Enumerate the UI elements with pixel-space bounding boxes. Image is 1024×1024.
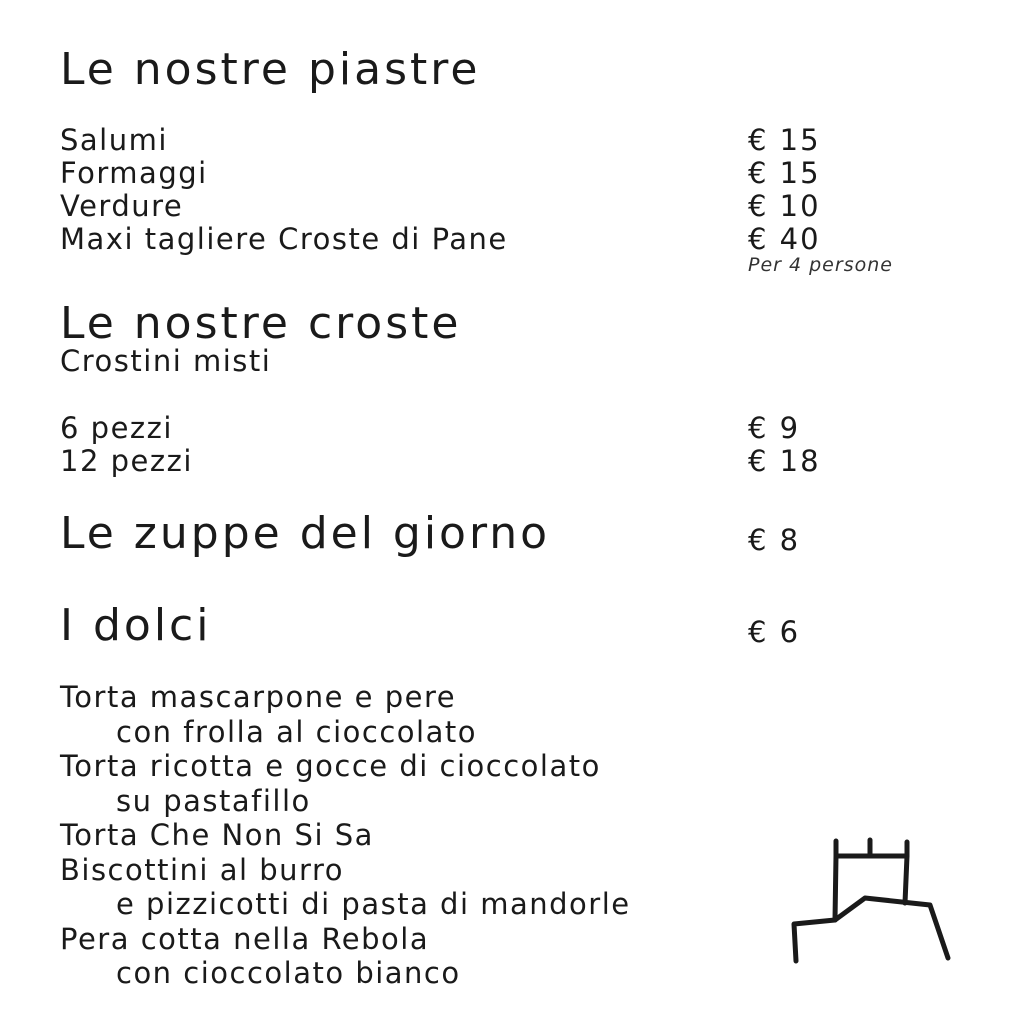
croste-items-list bbox=[60, 412, 193, 478]
section-title-piastre: Le nostre piastre bbox=[60, 44, 481, 95]
piastre-prices-list bbox=[748, 124, 821, 256]
list-item-price: € 18 bbox=[748, 444, 821, 478]
piastre-items-list bbox=[60, 124, 508, 256]
section-title-zuppe: Le zuppe del giorno bbox=[60, 508, 551, 559]
dessert-name: Torta Che Non Si Sa bbox=[60, 818, 374, 852]
list-item-name: Maxi tagliere Croste di Pane bbox=[60, 222, 508, 256]
zuppe-price: € 8 bbox=[748, 523, 801, 557]
dessert-name: Biscottini al burro bbox=[60, 852, 344, 887]
list-item-name: Formaggi bbox=[60, 156, 208, 190]
dessert-name: Torta ricotta e gocce di cioccolato bbox=[60, 749, 601, 783]
list-item-price: € 10 bbox=[748, 189, 821, 223]
section-subtitle-croste: Crostini misti bbox=[60, 344, 272, 378]
list-item-price: € 9 bbox=[748, 411, 801, 445]
list-item-name: Verdure bbox=[60, 189, 184, 223]
dessert-description: e pizzicotti di pasta di mandorle bbox=[116, 887, 631, 921]
section-title-dolci: I dolci bbox=[60, 600, 212, 651]
dolci-price: € 6 bbox=[748, 615, 801, 649]
dolci-list bbox=[60, 680, 631, 991]
dessert-name: Torta mascarpone e pere bbox=[60, 680, 457, 714]
croste-prices-list bbox=[748, 412, 821, 478]
price-note: Per 4 persone bbox=[748, 254, 893, 276]
dessert-description: con frolla al cioccolato bbox=[116, 714, 477, 749]
list-item-price: € 15 bbox=[748, 156, 821, 190]
dessert-description: su pastafillo bbox=[116, 783, 311, 818]
dessert-description: con cioccolato bianco bbox=[116, 956, 461, 990]
list-item-name: Salumi bbox=[60, 123, 168, 157]
castle-tower-icon bbox=[780, 828, 970, 978]
list-item-name: 12 pezzi bbox=[60, 444, 193, 478]
list-item-price: € 40 bbox=[748, 222, 821, 256]
section-title-croste: Le nostre croste bbox=[60, 298, 462, 349]
list-item-name: 6 pezzi bbox=[60, 411, 173, 445]
list-item-price: € 15 bbox=[748, 123, 821, 157]
dessert-name: Pera cotta nella Rebola bbox=[60, 921, 430, 956]
